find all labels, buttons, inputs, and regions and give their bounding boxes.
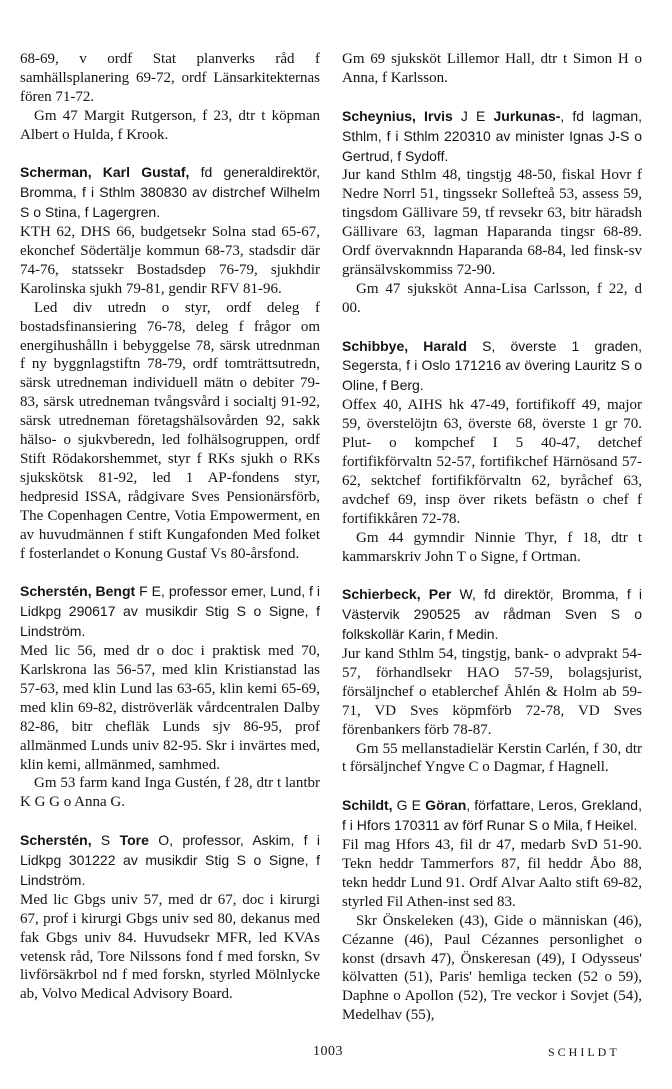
entry-title-text: , författare, Leros, Grekland, f i Hfors 170311 av förf Runar S o Mila, f Heikel.: [342, 797, 642, 834]
entry-name: Schierbeck, Per: [342, 586, 452, 603]
entry-text: 68-69, v ordf Stat planverks råd f samhällsplanering 69-72, ordf Länsarkitekternas fören 71-72.: [20, 51, 320, 105]
entry-paragraph: [342, 740, 642, 778]
biography-entry: [20, 50, 320, 145]
entry-separator: [342, 777, 642, 796]
entry-name: Schildt,: [342, 797, 393, 814]
entry-text: KTH 62, DHS 66, budgetsekr Solna stad 65-67, ekonchef Södertälje kommun 68-73, stadsdir där 74-76, statssekr Bostadsdep 76-79, sjukhdir Karolinska sjukh 79-81, gendir RFV 81-96.: [20, 224, 320, 297]
entry-text: Jur kand Sthlm 54, tingstjg, bank- o advprakt 54-57, förhandlsekr HAO 57-59, bolagsjurist, försäljnchef o etablerchef Åhlén & Holm ab 59-71, VD Sves köpmförb 72-78, VD Sves förenbankers förb 78-87.: [342, 646, 642, 738]
entry-name: Jurkunas-: [493, 107, 561, 124]
entry-text: Gm 44 gymndir Ninnie Thyr, f 18, dtr t kammarskriv John T o Signe, f Ortman.: [342, 529, 642, 565]
entry-text: Skr Önskeleken (43), Gide o människan (46), Cézanne (46), Paul Cézannes personlighet o konst (drsavh 47), Önskeresan (49), I Odysseus' kölvatten (51), Paris' hemliga tecken (52 o 59), Daphne o Apollon (52), Tre veckor i Sovjet (54), Medelhav (55),: [342, 912, 642, 1024]
entry-heading-paragraph: [20, 163, 320, 298]
entry-paragraph: [20, 50, 320, 107]
page-number: 1003: [313, 1044, 343, 1059]
entry-name: Schibbye, Harald: [342, 337, 467, 354]
entry-paragraph: [342, 529, 642, 567]
entry-heading-paragraph: [342, 585, 642, 739]
entry-title-text: , fd lagman, Sthlm, f i Sthlm 220310 av minister Ignas J-S o Gertrud, f Sydoff.: [342, 107, 642, 164]
entry-paragraph: [20, 107, 320, 145]
entry-text: Gm 69 sjuksköt Lillemor Hall, dtr t Simon H o Anna, f Karlsson.: [342, 51, 642, 86]
biography-entry: [20, 582, 320, 812]
entry-title-text: fd generaldirektör, Bromma, f i Sthlm 380830 av distrchef Wilhelm S o Stina, f Lagergren.: [20, 164, 320, 221]
entry-title-text: , fd direktör, Bromma, f i Västervik 290525 av rådman Sven S o folkskollär Karin, f Medin.: [342, 586, 643, 643]
entry-text: Jur kand Sthlm 48, tingstjg 48-50, fiskal Hovr f Nedre Norrl 51, tingssekr Sollefteå 53, assess 59, tingsdom Gällivare 59, tf revsekr 63, bitr häradsh Gällivare 63, lagman Haparanda tingsr 68-89. Ordf övervaknndn Haparanda 68-84, led finsk-sv gränsälvskommiss 72-90.: [342, 167, 642, 278]
entry-initials: O: [148, 832, 170, 849]
biography-entry: [342, 50, 642, 88]
entry-paragraph: [342, 280, 642, 318]
column-left: [20, 50, 320, 1004]
entry-name: Scheynius, Irvis: [342, 107, 453, 124]
entry-text: Gm 53 farm kand Inga Gustén, f 28, dtr t lantbr K G G o Anna G.: [20, 775, 320, 811]
entry-separator: [20, 812, 320, 831]
entry-paragraph: [342, 912, 642, 1025]
biography-entry: [342, 337, 642, 567]
column-right: [342, 50, 642, 1025]
entry-heading-paragraph: [20, 582, 320, 774]
entry-text: Led div utredn o styr, ordf deleg f bostadsfinansiering 76-78, deleg f frågor om energihushålln i bebyggelse 78, särsk utrednman f ny byggnlagstiftn 78-79, ordf tomträttsutredn, särsk utredneman individuell mätn o debiter 79-83, särsk utredneman tvångsvård i socialtj 91-92, särsk utredneman företagshälsovården 92, sakk hälso- o sjukvberedn, led folhälsogruppen, ordf Stift Rödakorshemmet, styr f RKs sjukh o RKs sjukskötsk 81-92, led 1 AP-fondens styr, hedpresid ISSA, rådgivare Sves Pensionärsförb, The Copenhagen Centre, Votia Empowerment, en av huvudmännen f stift Kungafonden Med folket f fosterlandet o Konung Gustaf Vs 80-årsfond.: [20, 299, 320, 562]
entry-separator: [20, 145, 320, 164]
entry-heading-paragraph: [342, 796, 642, 911]
entry-heading-paragraph: [342, 337, 642, 529]
biography-entry: [342, 107, 642, 318]
entry-separator: [342, 318, 642, 337]
entry-initials: J E: [452, 107, 494, 124]
biography-entry: [342, 796, 642, 1025]
entry-paragraph: [20, 299, 320, 564]
entry-title-text: , professor emer, Lund, f i Lidkpg 290617 av musikdir Stig S o Signe, f Lindström.: [20, 583, 321, 640]
entry-title-text: , professor, Askim, f i Lidkpg 301222 av musikdir Stig S o Signe, f Lindström.: [20, 832, 320, 888]
entry-title-text: , överste 1 graden, Segersta, f i Oslo 171216 av övering Lauritz S o Oline, f Berg.: [342, 337, 642, 394]
entry-name: Scherstén, Bengt: [20, 583, 136, 600]
entry-text: Gm 55 mellanstadielär Kerstin Carlén, f 30, dtr t försäljnchef Yngve C o Dagmar, f Hagnell.: [342, 740, 642, 776]
entry-text: Med lic Gbgs univ 57, med dr 67, doc i kirurgi 67, prof i kirurgi Gbgs univ sed 80, dekanus med fak Gbgs univ 84. Huvudsekr MFR, led KVAs vetensk råd, Tore Nilssons fond f med forskn, Sv livförsäkrbol nd f med forskn, styrled Mölnlycke ab, Volvo Medical Advisory Board.: [20, 891, 320, 1003]
entry-initials: W: [451, 586, 472, 603]
biography-entry: [342, 585, 642, 777]
biography-entry: [20, 831, 320, 1004]
entry-separator: [20, 563, 320, 582]
entry-paragraph: [20, 774, 320, 812]
entry-text: Med lic 56, med dr o doc i praktisk med 70, Karlskrona las 56-57, med klin Kristianstad las 57-63, med klin Lund las 63-65, klin kemi 65-69, med klin 69-82, diströverläk vårdcentralen Dalby 82-86, bitr chefläk Lunds sjv 86-95, prof allmänmed Lunds univ 82-95. Skr i invärtes med, klin kemi, allmänmed, samhmed.: [20, 643, 320, 773]
entry-heading-paragraph: [20, 831, 320, 1004]
entry-text: Gm 47 Margit Rutgerson, f 23, dtr t köpman Albert o Hulda, f Krook.: [20, 107, 320, 143]
entry-initials: F E: [135, 583, 161, 600]
entry-initials: G E: [392, 797, 426, 814]
entry-initials: S: [466, 337, 492, 354]
entry-separator: [342, 566, 642, 585]
entry-heading-paragraph: [342, 107, 642, 280]
entry-text: Offex 40, AIHS hk 47-49, fortifikoff 49, major 59, överstelöjtn 63, överste 68, överste 1 gr 70. Plut- o kompchef I 5 40-47, detchef fortifikförvaltn 52-57, fortifikchef Härnösand 57-62, sektchef fortifikförvaltn 62, byråchef 63, avdchef 69, insp över rikets befästn o chef f fortifikkåren 72-78.: [342, 397, 642, 527]
entry-text: Gm 47 sjuksköt Anna-Lisa Carlsson, f 22, d 00.: [342, 280, 642, 316]
entry-name: Scherstén,: [20, 832, 92, 849]
entry-text: Fil mag Hfors 43, fil dr 47, medarb SvD 51-90. Tekn heddr Tammerfors 87, fil heddr Åbo 88, tekn heddr Lund 91. Ordf Alvar Aalto stift 69-82, styrled Fil Athen-inst sed 83.: [342, 837, 642, 910]
running-head: SCHILDT: [548, 1045, 620, 1059]
entry-paragraph: [342, 50, 642, 88]
entry-name: Scherman, Karl Gustaf,: [20, 164, 190, 181]
entry-name: Tore: [119, 832, 149, 849]
entry-separator: [342, 88, 642, 107]
entry-initials: S: [91, 832, 120, 849]
entry-name: Göran: [425, 797, 467, 814]
biography-entry: [20, 163, 320, 563]
